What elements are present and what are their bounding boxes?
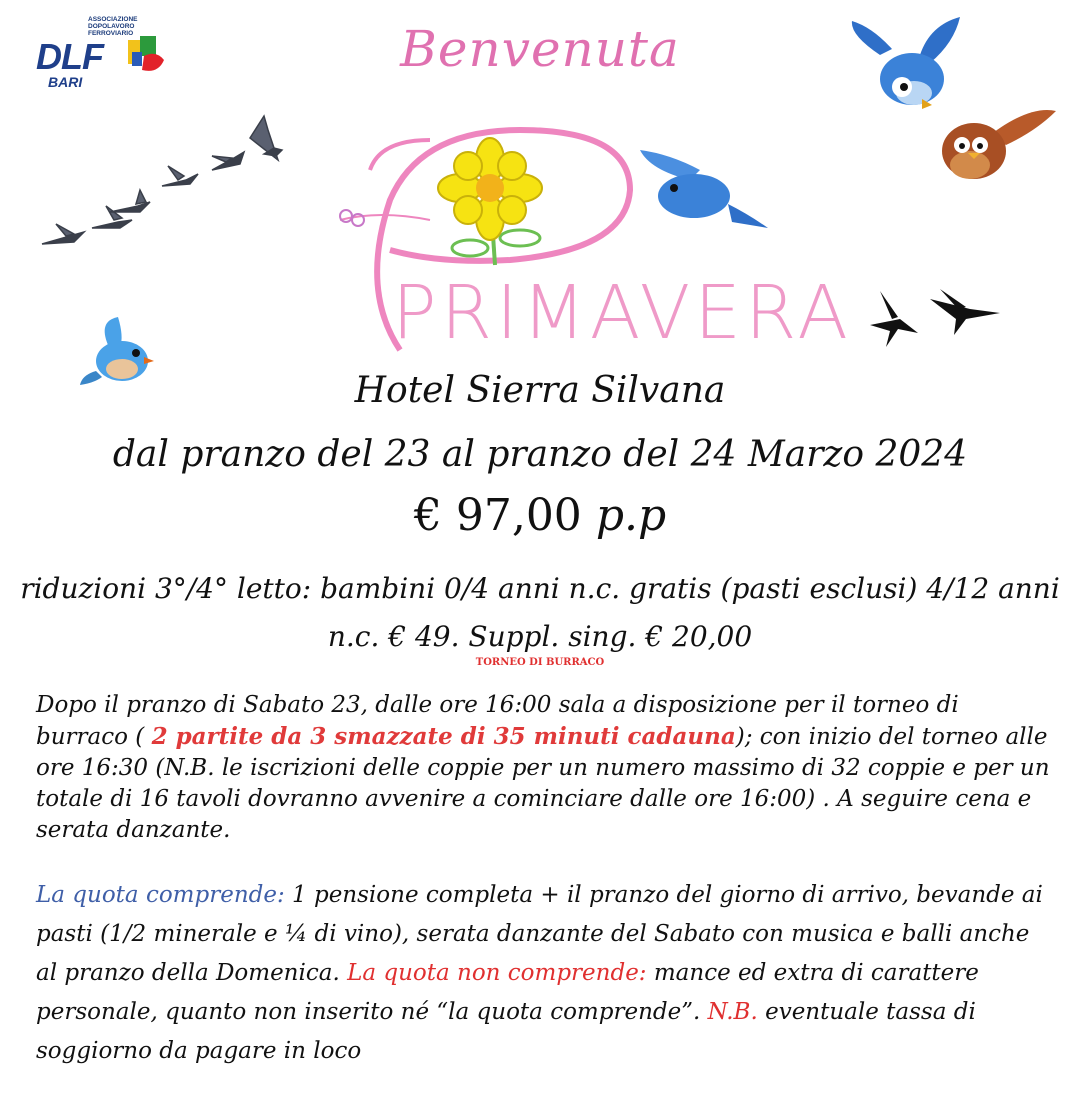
quota-excludes-text: mance ed extra di carattere personale, quanto non inserito né “la quota comprende”.: [36, 960, 979, 1025]
quota-includes-text: 1 pensione completa + il pranzo del giorno di arrivo, bevande ai pasti (1/2 minerale e ¼ di vino), serata danzante del Sabato con musica e balli anche al pranzo della Domenica.: [36, 882, 1043, 986]
flower-icon: [438, 138, 542, 265]
reductions-text: riduzioni 3°/4° letto: bambini 0/4 anni n.c. gratis (pasti esclusi) 4/12 anni n.c. € 49. Suppl. sing. € 20,00: [20, 572, 1060, 653]
quota-nb-label: N.B.: [707, 999, 758, 1025]
price-value: € 97,00: [413, 490, 582, 541]
tournament-paragraph: [36, 690, 1056, 846]
season-word: PRIMAVERA: [392, 270, 853, 356]
swallow-flock-icon: [36, 108, 286, 268]
logo-city: BARI: [48, 74, 83, 90]
event-price: [0, 490, 1080, 541]
logo-brand: DLF: [36, 36, 103, 77]
butterfly-icon: [340, 210, 364, 226]
quota-includes-label: La quota comprende:: [36, 882, 285, 908]
welcome-title: Benvenuta: [400, 20, 680, 78]
quota-nb-text: eventuale tassa di soggiorno da pagare in loco: [36, 999, 976, 1064]
tournament-highlight: 2 partite da 3 smazzate di 35 minuti cadauna: [151, 723, 736, 750]
event-dates: dal pranzo del 23 al pranzo del 24 Marzo 2024: [112, 434, 968, 475]
brown-bird-icon: [930, 95, 1060, 195]
tournament-label: TORNEO DI BURRACO: [475, 657, 605, 668]
hotel-name: Hotel Sierra Silvana: [354, 370, 726, 411]
price-unit: p.p: [595, 490, 667, 541]
quota-excludes-label: La quota non comprende:: [347, 960, 647, 986]
tournament-text-2: ); con inizio del torneo alle ore 16:30 (N.B. le iscrizioni delle coppie per un numero massimo di 32 coppie e per un totale di 16 tavoli dovranno avvenire a cominciare dalle ore 16:00) . A seguire cena e serata danzante.: [36, 724, 1050, 843]
logo-association: ASSOCIAZIONE DOPOLAVORO FERROVIARIO: [88, 16, 138, 37]
small-bird-icon: [640, 150, 768, 228]
quota-paragraph: [36, 876, 1056, 1071]
tournament-text-1: Dopo il pranzo di Sabato 23, dalle ore 16:00 sala a disposizione per il torneo di burraco (: [36, 692, 959, 750]
black-swallow-icon: [860, 285, 1010, 355]
